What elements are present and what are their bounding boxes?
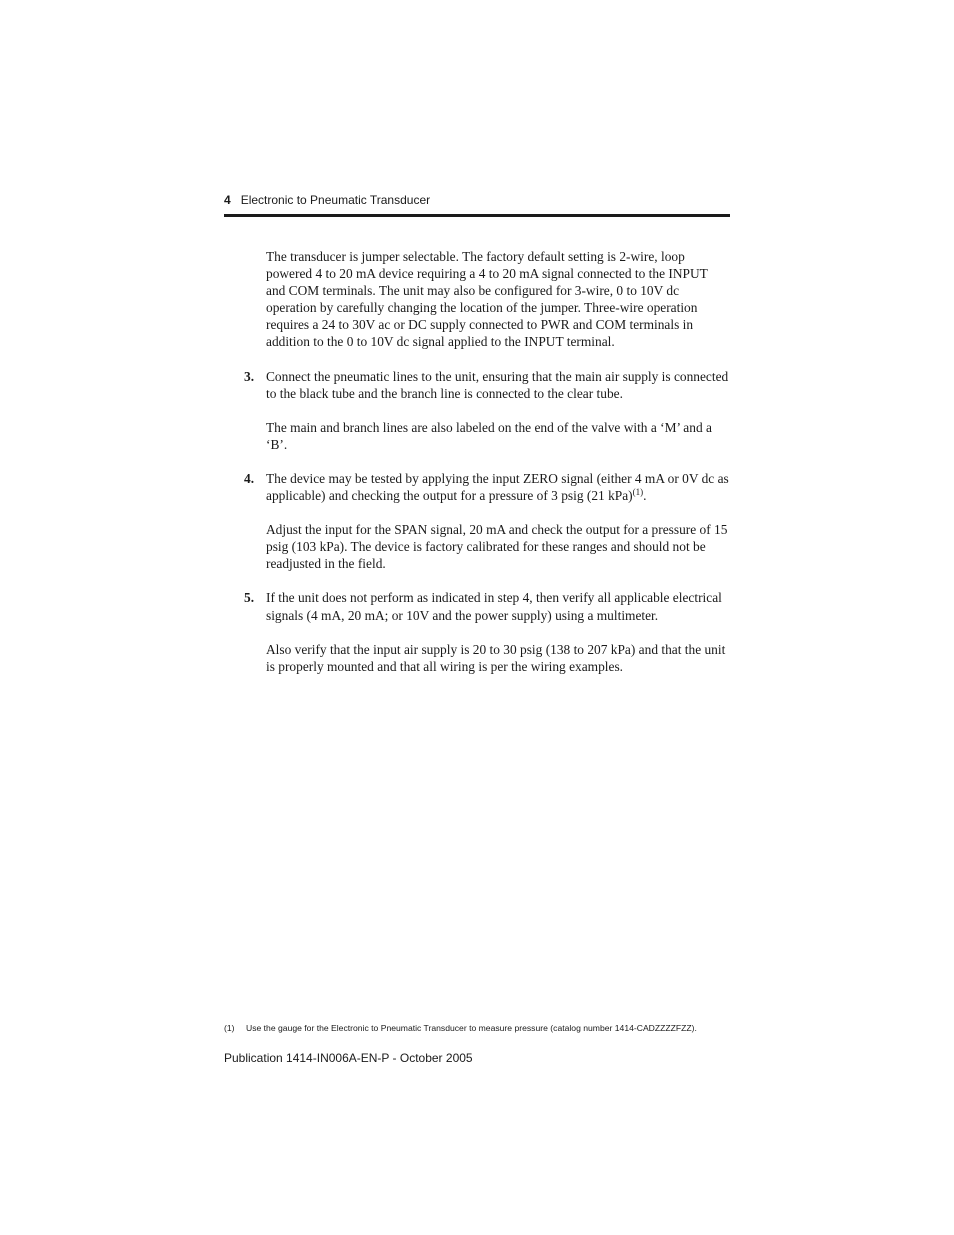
step-4 — [244, 470, 730, 572]
step-note: The main and branch lines are also labeled on the end of the valve with a ‘M’ and a ‘B’. — [266, 419, 712, 452]
step-text-end: . — [643, 488, 647, 504]
step-note: Also verify that the input air supply is 20 to 30 psig (138 to 207 kPa) and that the unit is properly mounted and that all wiring is per the wiring examples. — [266, 641, 726, 674]
footnote-reference[interactable]: (1) — [632, 487, 644, 498]
step-text-wrapper — [266, 470, 730, 504]
intro-paragraph: The transducer is jumper selectable. The factory default setting is 2-wire, loop powered 4 to 20 mA device requiring a 4 to 20 mA signal connected to the INPUT and COM terminals. The unit may also be configured for 3-wire, 0 to 10V dc operation by carefully changing the location of the jumper. Three-wire operation requires a 24 to 30V ac or DC supply connected to PWR and COM terminals in addition to the 0 to 10V dc signal applied to the INPUT terminal. — [266, 249, 708, 350]
step-note: Adjust the input for the SPAN signal, 20 mA and check the output for a pressure of 15 psig (103 kPa). The device is factory calibrated for these ranges and should not be readjusted in the field. — [266, 522, 728, 572]
page-header — [224, 192, 730, 208]
footnote — [224, 1022, 744, 1034]
step-text: If the unit does not perform as indicated in step 4, then verify all applicable electrical signals (4 mA, 20 mA; or 10V and the power supply) using a multimeter. — [266, 590, 722, 623]
footnote-marker: (1) — [224, 1023, 235, 1033]
step-3 — [244, 368, 730, 453]
document-title: Electronic to Pneumatic Transducer — [240, 193, 431, 207]
step-number: 4. — [244, 470, 255, 486]
page-body — [244, 248, 730, 692]
step-number: 3. — [244, 368, 255, 384]
footnote-text: Use the gauge for the Electronic to Pneumatic Transducer to measure pressure (catalog number 1414-CADZZZZFZZ). — [246, 1023, 697, 1033]
publication-footer: Publication 1414-IN006A-EN-P - October 2005 — [224, 1051, 473, 1065]
step-number: 5. — [244, 590, 255, 606]
step-5 — [244, 589, 730, 674]
header-rule — [224, 214, 730, 217]
page-number: 4 — [224, 193, 231, 207]
step-text: The device may be tested by applying the input ZERO signal (either 4 mA or 0V dc as applicable) and checking the output for a pressure of 3 psig (21 kPa) — [266, 470, 729, 504]
step-text: Connect the pneumatic lines to the unit, ensuring that the main air supply is connected to the black tube and the branch line is connected to the clear tube. — [266, 368, 729, 401]
